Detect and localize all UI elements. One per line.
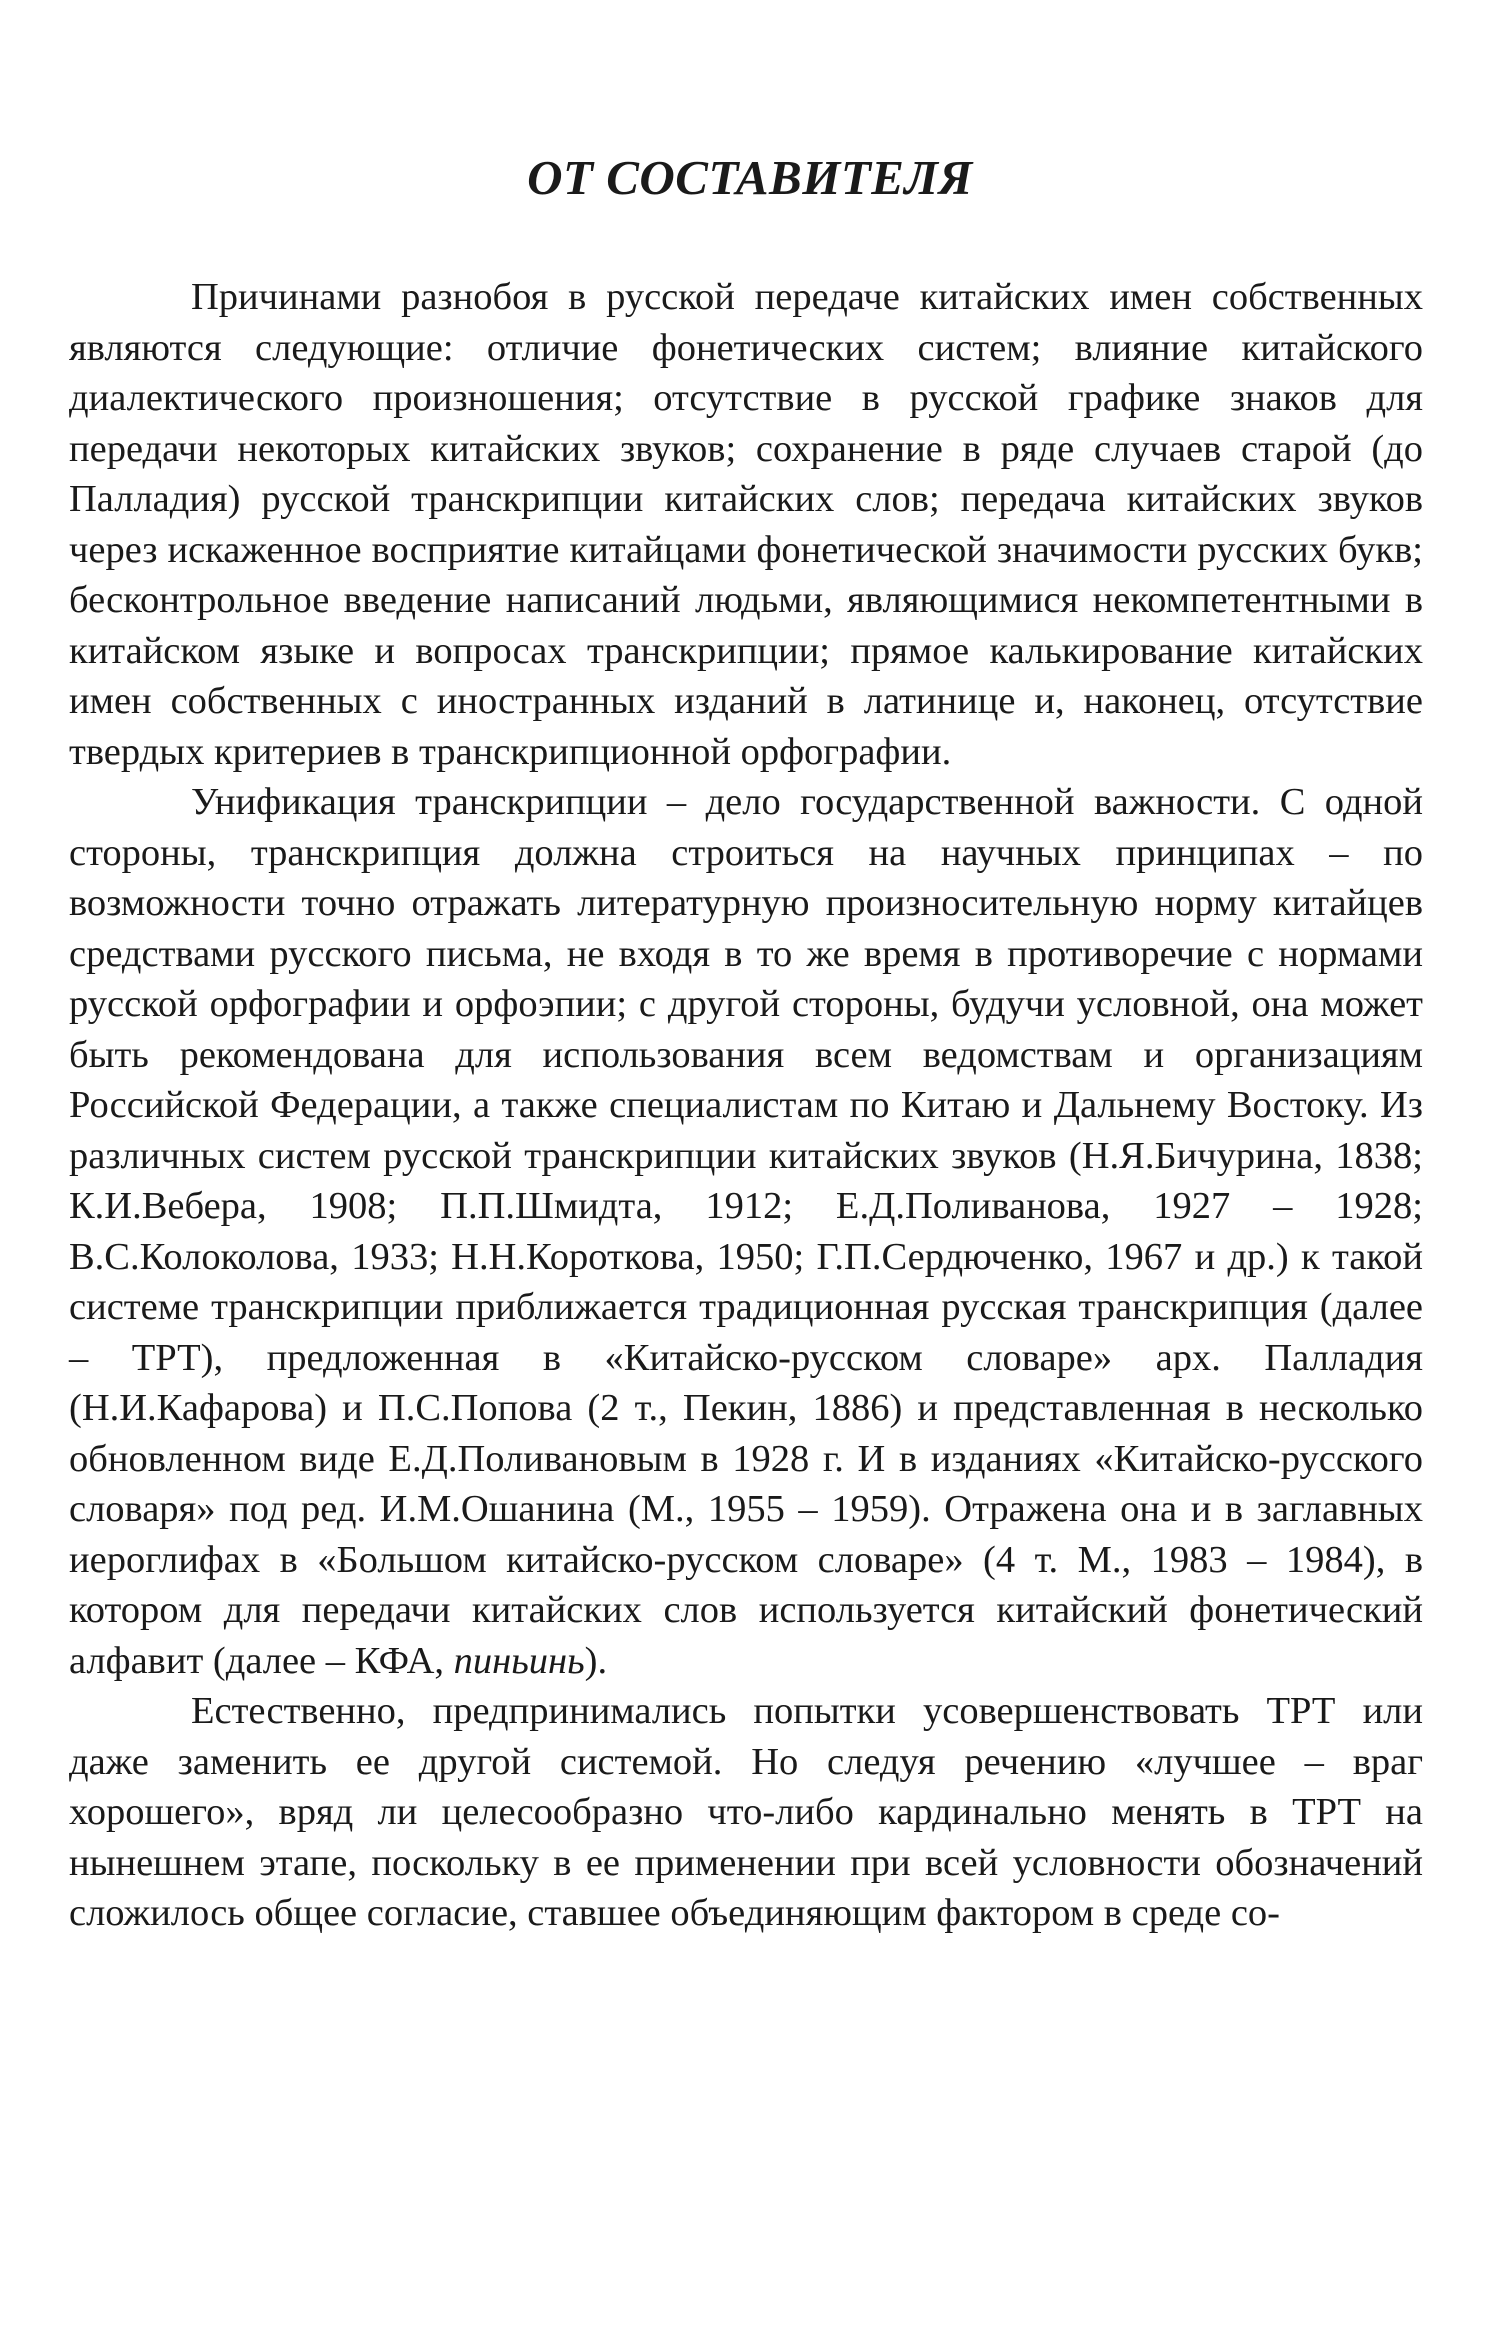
page-title: ОТ СОСТАВИТЕЛЯ [527, 150, 973, 205]
paragraph-2-text: Унификация транскрипции – дело государственной важности. С одной стороны, транскрипция должна строиться на научных принципах – по возможности точно отражать литературную произносительную норму китайцев средствами русского письма, не входя в то же время в противоречие с нормами русской орфографии и орфоэпии; с другой стороны, будучи условной, она может быть рекомендована для использования всем ведомствам и организациям Российской Федерации, а также специалистам по Китаю и Дальнему Востоку. Из различных систем русской транскрипции китайских звуков (Н.Я.Бичурина, 1838; К.И.Вебера, 1908; П.П.Шмидта, 1912; Е.Д.Поливанова, 1927 – 1928; В.С.Колоколова, 1933; Н.Н.Короткова, 1950; Г.П.Сердюченко, 1967 и др.) к такой системе транскрипции приближается традиционная русская транскрипция (далее – ТРТ), предложенная в «Китайско-русском словаре» арх. Палладия (Н.И.Кафарова) и П.С.Попова (2 т., Пекин, 1886) и представленная в несколько обновленном виде Е.Д.Поливановым в 1928 г. И в изданиях «Китайско-русского словаря» под ред. И.М.Ошанина (М., 1955 – 1959). Отражена она и в заглавных иероглифах в «Большом китайско-русском словаре» (4 т. М., 1983 – 1984), в котором для передачи китайских слов используется китайский фонетический алфавит (далее – КФА, [69, 781, 1423, 1682]
paragraph-2-closing: ). [584, 1639, 608, 1682]
paragraph-1 [69, 272, 1423, 777]
paragraph-1-text: Причинами разнобоя в русской передаче китайских имен собственных являются следующие: отличие фонетических систем; влияние китайского диалектического произношения; отсутствие в русской графике знаков для передачи некоторых китайских звуков; сохранение в ряде случаев старой (до Палладия) русской транскрипции китайских слов; передача китайских звуков через искаженное восприятие китайцами фонетической значимости русских букв; бесконтрольное введение написаний людьми, являющимися некомпетентными в китайском языке и вопросах транскрипции; прямое калькирование китайских имен собственных с иностранных изданий в латинице и, наконец, отсутствие твердых критериев в транскрипционной орфографии. [69, 276, 1423, 773]
paragraph-3 [69, 1686, 1423, 1939]
paragraph-3-text: Естественно, предпринимались попытки усовершенствовать ТРТ или даже заменить ее другой системой. Но следуя речению «лучшее – враг хорошего», вряд ли целесообразно что-либо кардинально менять в ТРТ на нынешнем этапе, поскольку в ее применении при всей условности обозначений сложилось общее согласие, ставшее объединяющим фактором в среде со- [69, 1690, 1423, 1934]
body-text [69, 272, 1423, 1939]
paragraph-2-emphasis: пиньинь [453, 1639, 585, 1682]
paragraph-2 [69, 777, 1423, 1686]
